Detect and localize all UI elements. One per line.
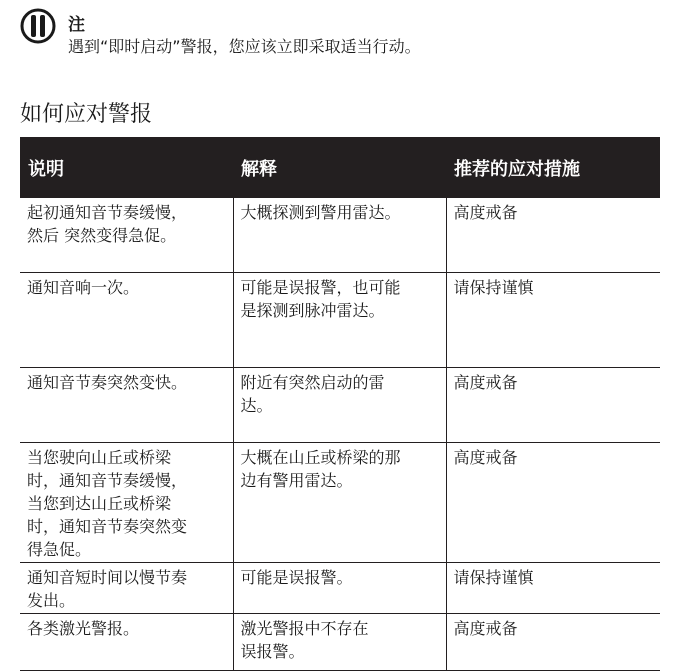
table-body xyxy=(20,198,660,670)
cell-action: 高度戒备 xyxy=(446,198,660,272)
alert-response-table xyxy=(20,137,660,671)
cell-explanation: 激光警报中不存在 误报警。 xyxy=(233,613,446,670)
cell-explanation: 大概探测到警用雷达。 xyxy=(233,198,446,272)
cell-action: 高度戒备 xyxy=(446,442,660,562)
header-description: 说明 xyxy=(20,137,233,198)
cell-description: 通知音节奏突然变快。 xyxy=(20,367,233,442)
cell-description: 当您驶向山丘或桥梁 时，通知音节奏缓慢， 当您到达山丘或桥梁 时，通知音节奏突然变 得急促。 xyxy=(20,442,233,562)
table-row xyxy=(20,198,660,272)
section-title: 如何应对警报 xyxy=(20,102,153,127)
cell-description: 通知音响一次。 xyxy=(20,272,233,367)
cell-action: 请保持谨慎 xyxy=(446,562,660,613)
note-text: 遇到“即时启动”警报，您应该立即采取适当行动。 xyxy=(68,37,421,56)
cell-explanation: 附近有突然启动的雷 达。 xyxy=(233,367,446,442)
table-header-row xyxy=(20,137,660,198)
table-row xyxy=(20,562,660,613)
cell-action: 高度戒备 xyxy=(446,367,660,442)
cell-description: 通知音短时间以慢节奏 发出。 xyxy=(20,562,233,613)
cell-explanation: 大概在山丘或桥梁的那 边有警用雷达。 xyxy=(233,442,446,562)
header-explanation: 解释 xyxy=(233,137,446,198)
cell-description: 起初通知音节奏缓慢， 然后 突然变得急促。 xyxy=(20,198,233,272)
cell-description: 各类激光警报。 xyxy=(20,613,233,670)
cell-action: 高度戒备 xyxy=(446,613,660,670)
table-row xyxy=(20,442,660,562)
cell-action: 请保持谨慎 xyxy=(446,272,660,367)
table-row xyxy=(20,367,660,442)
cell-explanation: 可能是误报警，也可能 是探测到脉冲雷达。 xyxy=(233,272,446,367)
cell-explanation: 可能是误报警。 xyxy=(233,562,446,613)
header-action: 推荐的应对措施 xyxy=(446,137,660,198)
note-title: 注 xyxy=(68,15,85,35)
note-box xyxy=(20,6,660,66)
table-row xyxy=(20,272,660,367)
alert-info-icon xyxy=(20,8,56,44)
table-row xyxy=(20,613,660,670)
